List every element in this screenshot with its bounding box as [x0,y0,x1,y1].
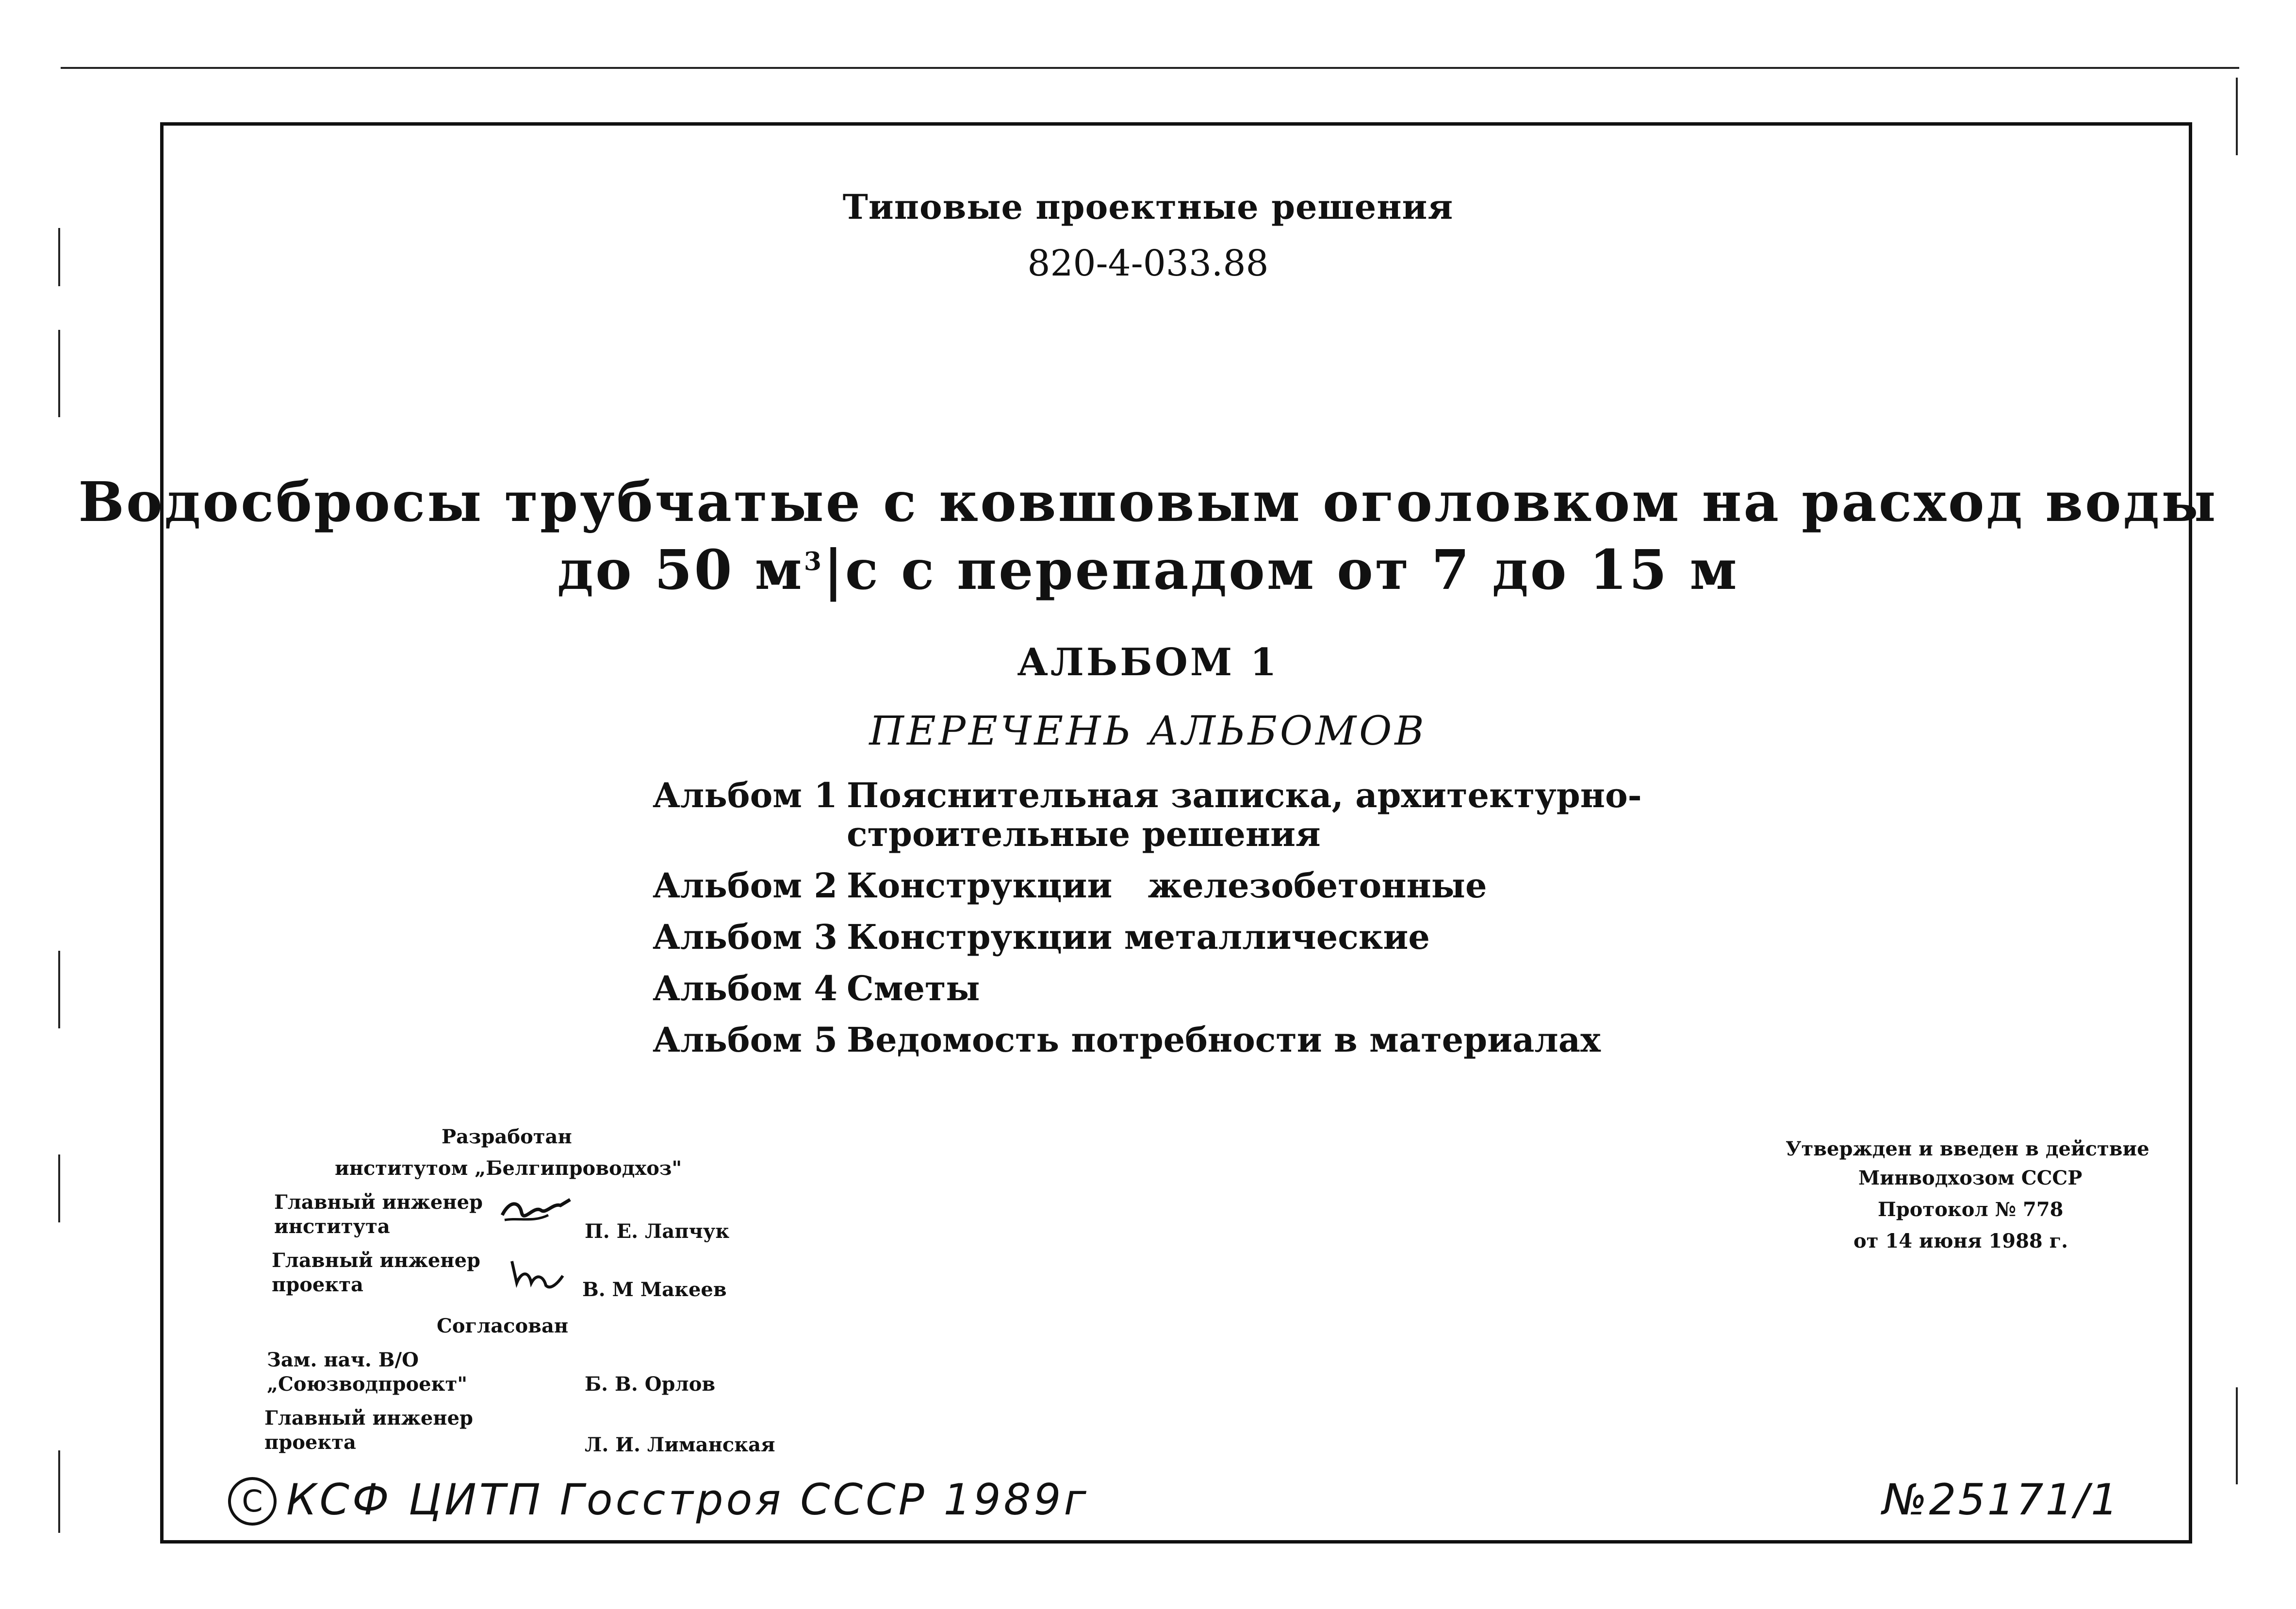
deputy-name: Б. В. Орлов [585,1373,716,1396]
series-number: 820-4-033.88 [1027,243,1269,284]
scan-left-edge-mark [58,330,60,417]
main-title-line-1: Водосбросы трубчатые с ковшовым оголовком на расход воды [78,471,2218,534]
scan-right-edge-mark [2236,1387,2238,1484]
signature-lapchuk-icon [500,1196,573,1230]
album-description: Пояснительная записка, архитектурно-строительные решения [847,775,1642,854]
album-number: Альбом 1 [653,775,838,815]
series-title: Типовые проектные решения [842,187,1454,227]
album-list-item [653,969,1914,1008]
scan-left-edge-mark [58,1450,60,1533]
album-number: Альбом 3 [653,917,838,957]
chief-institute-role-1: Главный инженер [274,1191,483,1214]
chief-role-1: Главный инженер [264,1407,473,1430]
approval-line-3: Протокол № 778 [1878,1198,2064,1221]
developer-label: Разработан [442,1125,572,1148]
developer-institute: институтом „Белгипроводхоз" [335,1157,682,1180]
album-number: Альбом 5 [653,1020,838,1060]
main-title-line-2-pre: до 50 м [557,538,804,602]
scan-top-edge-line [61,67,2239,69]
main-title-line-2-post: |с с перепадом от 7 до 15 м [823,538,1739,602]
chief-institute-role-2: института [274,1215,390,1238]
chief-project-name: В. М Макеев [582,1278,727,1301]
album-list-item [653,918,1914,957]
main-title-line-2 [0,538,2296,602]
agreed-label: Согласован [437,1315,569,1337]
deputy-role-2: „Союзводпроект" [267,1373,468,1396]
chief-project-role-1: Главный инженер [272,1249,480,1272]
signature-makeev-icon [507,1256,565,1295]
album-description: Ведомость потребности в материалах [847,1020,1601,1060]
chief-project-role-2: проекта [272,1273,363,1296]
album-number: Альбом 2 [653,865,838,906]
scan-right-edge-mark [2236,78,2238,155]
album-heading: АЛЬБОМ 1 [1017,640,1279,684]
chief-institute-name: П. Е. Лапчук [585,1220,730,1243]
copyright-symbol: C [242,1483,263,1519]
approval-line-2: Минводхозом СССР [1858,1167,2083,1189]
approval-line-4: от 14 июня 1988 г. [1853,1230,2068,1252]
album-number: Альбом 4 [653,968,838,1008]
scan-left-edge-mark [58,951,60,1028]
inventory-number: №25171/1 [1883,1475,2120,1525]
album-description: Сметы [847,968,980,1008]
cubic-superscript: 3 [804,547,824,577]
album-list-heading: ПЕРЕЧЕНЬ АЛЬБОМОВ [869,708,1427,754]
scan-left-edge-mark [58,1154,60,1222]
publisher-stamp: КСФ ЦИТП Госстроя СССР 1989г [286,1475,1089,1525]
album-description: Конструкции железобетонные [847,865,1487,906]
album-list-item [653,776,1914,854]
approval-line-1: Утвержден и введен в действие [1786,1138,2149,1160]
album-list [653,776,1914,1072]
deputy-role-1: Зам. нач. В/О [267,1349,419,1371]
album-list-item [653,1021,1914,1059]
chief-role-2: проекта [264,1431,356,1454]
chief-name: Л. И. Лиманская [585,1433,775,1456]
album-description: Конструкции металлические [847,917,1430,957]
album-list-item [653,866,1914,905]
